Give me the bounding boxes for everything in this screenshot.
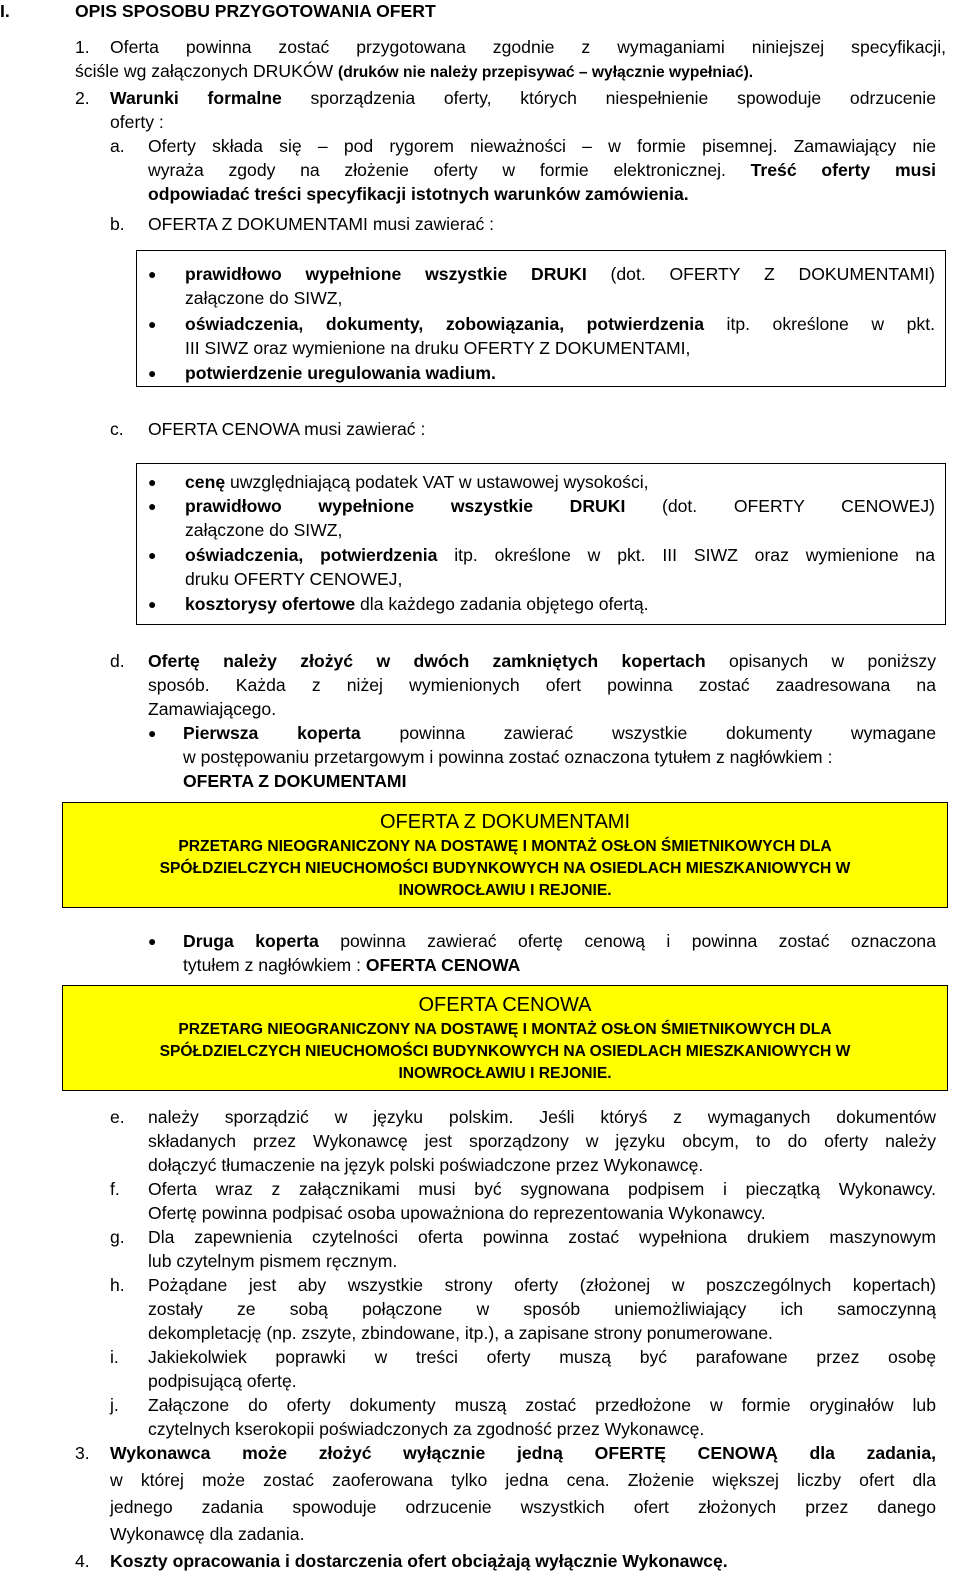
list-item bbox=[185, 470, 649, 494]
list-item-rest: (dot. OFERTY Z DOKUMENTAMI) bbox=[586, 264, 935, 284]
item-2b-suffix: musi zawierać : bbox=[372, 214, 495, 234]
list-item-rest: (dot. OFERTY CENOWEJ) bbox=[625, 496, 935, 516]
list-item-rest: itp. określone w pkt. III SIWZ oraz wymienione na bbox=[437, 545, 935, 565]
item-2-number: 2. bbox=[75, 88, 90, 108]
item-2b-heading bbox=[148, 212, 494, 236]
item-2j-line: czytelnych kserokopii poświadczonych za zgodność przez Wykonawcę. bbox=[148, 1419, 705, 1439]
item-1-line1: Oferta powinna zostać przygotowana zgodnie z wymaganiami niniejszej specyfikacji, bbox=[110, 37, 946, 57]
list-item-bold: prawidłowo wypełnione wszystkie DRUKI bbox=[185, 264, 587, 284]
list-item-bold: potwierdzenie uregulowania wadium. bbox=[185, 363, 496, 383]
list-item-bold: oświadczenia, potwierdzenia bbox=[185, 545, 438, 565]
list-item bbox=[185, 262, 935, 286]
item-2i-line: Jakiekolwiek poprawki w treści oferty muszą być parafowane przez osobę bbox=[148, 1347, 936, 1367]
item-2j-letter: j. bbox=[110, 1395, 119, 1415]
list-item bbox=[185, 494, 935, 518]
item-2h-line: zostały ze sobą połączone w sposób uniemożliwiający ich samoczynną bbox=[148, 1299, 936, 1319]
bullet-icon: ● bbox=[148, 933, 157, 949]
item-3-line1: Wykonawca może złożyć wyłącznie jedną OFERTĘ CENOWĄ dla zadania, bbox=[110, 1443, 936, 1463]
item-2e-line: należy sporządzić w języku polskim. Jeśli któryś z wymaganych dokumentów bbox=[148, 1107, 936, 1127]
list-item bbox=[185, 592, 649, 616]
bullet-icon: ● bbox=[148, 365, 157, 381]
item-2h-letter: h. bbox=[110, 1275, 125, 1295]
envelope-2-line2 bbox=[183, 953, 520, 977]
list-item-rest: dla każdego zadania objętego ofertą. bbox=[355, 594, 649, 614]
bullet-icon: ● bbox=[148, 474, 157, 490]
item-4-text: Koszty opracowania i dostarczenia ofert obciążają wyłącznie Wykonawcę. bbox=[110, 1551, 728, 1571]
item-2e-letter: e. bbox=[110, 1107, 125, 1127]
envelope-label-documents bbox=[62, 802, 948, 908]
item-2a-line3: odpowiadać treści specyfikacji istotnych warunków zamówienia. bbox=[148, 184, 689, 204]
envelope-label-line: INOWROCŁAWIU I REJONIE. bbox=[398, 1065, 612, 1082]
envelope-label-title: OFERTA CENOWA bbox=[418, 994, 592, 1016]
list-item bbox=[185, 543, 935, 567]
list-item-rest: itp. określone w pkt. bbox=[703, 314, 935, 334]
item-2g-letter: g. bbox=[110, 1227, 125, 1247]
list-item-cont: załączone do SIWZ, bbox=[185, 520, 343, 540]
item-2j-line: Załączone do oferty dokumenty muszą zostać przedłożone w formie oryginałów lub bbox=[148, 1395, 936, 1415]
envelope-label-line: PRZETARG NIEOGRANICZONY NA DOSTAWĘ I MONTAŻ OSŁON ŚMIETNIKOWYCH DLA bbox=[178, 1021, 832, 1038]
section-roman: I. bbox=[0, 1, 10, 21]
item-3-line3: jednego zadania spowoduje odrzucenie wszystkich ofert złożonych przez danego bbox=[110, 1497, 936, 1517]
list-item-bold: oświadczenia, dokumenty, zobowiązania, potwierdzenia bbox=[185, 314, 704, 334]
item-4-number: 4. bbox=[75, 1551, 90, 1571]
envelope-2-line1 bbox=[183, 929, 936, 953]
item-3-line2: w której może zostać zaoferowana tylko jedna cena. Złożenie większej liczby ofert dla bbox=[110, 1470, 936, 1490]
item-2e-line: dołączyć tłumaczenie na język polski poświadczone przez Wykonawcę. bbox=[148, 1155, 704, 1175]
item-2h-line: Pożądane jest aby wszystkie strony oferty (złożonej w poszczególnych kopertach) bbox=[148, 1275, 936, 1295]
list-item bbox=[185, 312, 935, 336]
item-2c-suffix: musi zawierać : bbox=[304, 419, 426, 439]
envelope-1-line1 bbox=[183, 721, 936, 745]
item-2-rest: sporządzenia oferty, których niespełnienie spowoduje odrzucenie bbox=[310, 88, 936, 108]
envelope-2-line2-bold: OFERTA CENOWA bbox=[365, 955, 521, 975]
list-item-cont: III SIWZ oraz wymienione na druku OFERTY Z DOKUMENTAMI, bbox=[185, 338, 691, 358]
item-2d-bold: Ofertę należy złożyć w dwóch zamkniętych kopertach bbox=[148, 651, 706, 671]
item-2a-line2-bold: Treść oferty musi bbox=[750, 160, 937, 180]
item-2c-letter: c. bbox=[110, 419, 124, 439]
envelope-1-line2: w postępowaniu przetargowym i powinna zostać oznaczona tytułem z nagłówkiem : bbox=[183, 747, 833, 767]
item-2d-rest: opisanych w poniższy bbox=[728, 651, 937, 671]
item-2h-line: dekompletację (np. zszyte, zbindowane, itp.), a zapisane strony ponumerowane. bbox=[148, 1323, 773, 1343]
item-2i-line: podpisującą ofertę. bbox=[148, 1371, 297, 1391]
item-2d-line2: sposób. Każda z niżej wymienionych ofert powinna zostać zaadresowana na bbox=[148, 675, 936, 695]
item-3-line4: Wykonawcę dla zadania. bbox=[110, 1524, 305, 1544]
item-2d-line3: Zamawiającego. bbox=[148, 699, 277, 719]
item-2-line1 bbox=[110, 86, 936, 110]
item-1-number: 1. bbox=[75, 37, 90, 57]
item-2f-line: Oferta wraz z załącznikami musi być sygnowana podpisem i pieczątką Wykonawcy. bbox=[148, 1179, 936, 1199]
list-item-bold: prawidłowo wypełnione wszystkie DRUKI bbox=[185, 496, 626, 516]
section-title: OPIS SPOSOBU PRZYGOTOWANIA OFERT bbox=[75, 1, 436, 21]
list-item-cont: załączone do SIWZ, bbox=[185, 288, 343, 308]
bullet-icon: ● bbox=[148, 498, 157, 514]
bullet-icon: ● bbox=[148, 547, 157, 563]
item-2i-letter: i. bbox=[110, 1347, 119, 1367]
envelope-label-line: INOWROCŁAWIU I REJONIE. bbox=[398, 882, 612, 899]
envelope-label-pricing bbox=[62, 985, 948, 1091]
item-2c-heading bbox=[148, 417, 425, 441]
item-2d-line1 bbox=[148, 649, 936, 673]
item-2-bold: Warunki formalne bbox=[110, 88, 282, 108]
item-2a-line1: Oferty składa się – pod rygorem nieważności – w formie pisemnej. Zamawiający nie bbox=[148, 136, 936, 156]
item-2a-line2-text: wyraża zgody na złożenie oferty w formie elektronicznej. bbox=[148, 160, 726, 180]
item-2f-letter: f. bbox=[110, 1179, 120, 1199]
list-item bbox=[185, 361, 496, 385]
envelope-2-line2-text: tytułem z nagłówkiem : bbox=[183, 955, 361, 975]
item-2c-title: OFERTA CENOWA bbox=[148, 419, 300, 439]
item-2-line2: oferty : bbox=[110, 112, 164, 132]
list-item-cont: druku OFERTY CENOWEJ, bbox=[185, 569, 403, 589]
envelope-label-line: SPÓŁDZIELCZYCH NIEUCHOMOŚCI BUDYNKOWYCH NA OSIEDLACH MIESZKANIOWYCH W bbox=[159, 860, 851, 877]
item-2g-line: Dla zapewnienia czytelności oferta powinna zostać wypełniona drukiem maszynowym bbox=[148, 1227, 936, 1247]
item-2g-line: lub czytelnym pismem ręcznym. bbox=[148, 1251, 398, 1271]
envelope-1-rest: powinna zawierać wszystkie dokumenty wymagane bbox=[399, 723, 936, 743]
item-1-line2 bbox=[75, 59, 753, 85]
envelope-2-bold: Druga koperta bbox=[183, 931, 319, 951]
item-1-line2-text: ściśle wg załączonych DRUKÓW bbox=[75, 61, 334, 81]
envelope-2-rest: powinna zawierać ofertę cenową i powinna zostać oznaczona bbox=[340, 931, 937, 951]
item-3-number: 3. bbox=[75, 1443, 90, 1463]
item-2b-letter: b. bbox=[110, 214, 125, 234]
item-1-line2-note: (druków nie należy przepisywać – wyłącznie wypełniać). bbox=[338, 64, 754, 81]
list-item-bold: kosztorysy ofertowe bbox=[185, 594, 356, 614]
envelope-label-title: OFERTA Z DOKUMENTAMI bbox=[379, 811, 630, 833]
bullet-icon: ● bbox=[148, 725, 157, 741]
item-2d-letter: d. bbox=[110, 651, 125, 671]
list-item-bold: cenę bbox=[185, 472, 226, 492]
item-2e-line: składanych przez Wykonawcę jest sporządzony w języku obcym, to do oferty należy bbox=[148, 1131, 936, 1151]
envelope-label-line: PRZETARG NIEOGRANICZONY NA DOSTAWĘ I MONTAŻ OSŁON ŚMIETNIKOWYCH DLA bbox=[178, 838, 832, 855]
envelope-label-line: SPÓŁDZIELCZYCH NIEUCHOMOŚCI BUDYNKOWYCH NA OSIEDLACH MIESZKANIOWYCH W bbox=[159, 1043, 851, 1060]
bullet-icon: ● bbox=[148, 266, 157, 282]
envelope-1-bold: Pierwsza koperta bbox=[183, 723, 361, 743]
item-2f-line: Ofertę powinna podpisać osoba upoważniona do reprezentowania Wykonawcy. bbox=[148, 1203, 766, 1223]
envelope-1-line3: OFERTA Z DOKUMENTAMI bbox=[183, 771, 407, 791]
item-2a-letter: a. bbox=[110, 136, 125, 156]
list-item-rest: uwzględniającą podatek VAT w ustawowej wysokości, bbox=[225, 472, 649, 492]
bullet-icon: ● bbox=[148, 316, 157, 332]
item-2a-line2 bbox=[148, 158, 936, 182]
item-2b-title: OFERTA Z DOKUMENTAMI bbox=[148, 214, 368, 234]
bullet-icon: ● bbox=[148, 596, 157, 612]
